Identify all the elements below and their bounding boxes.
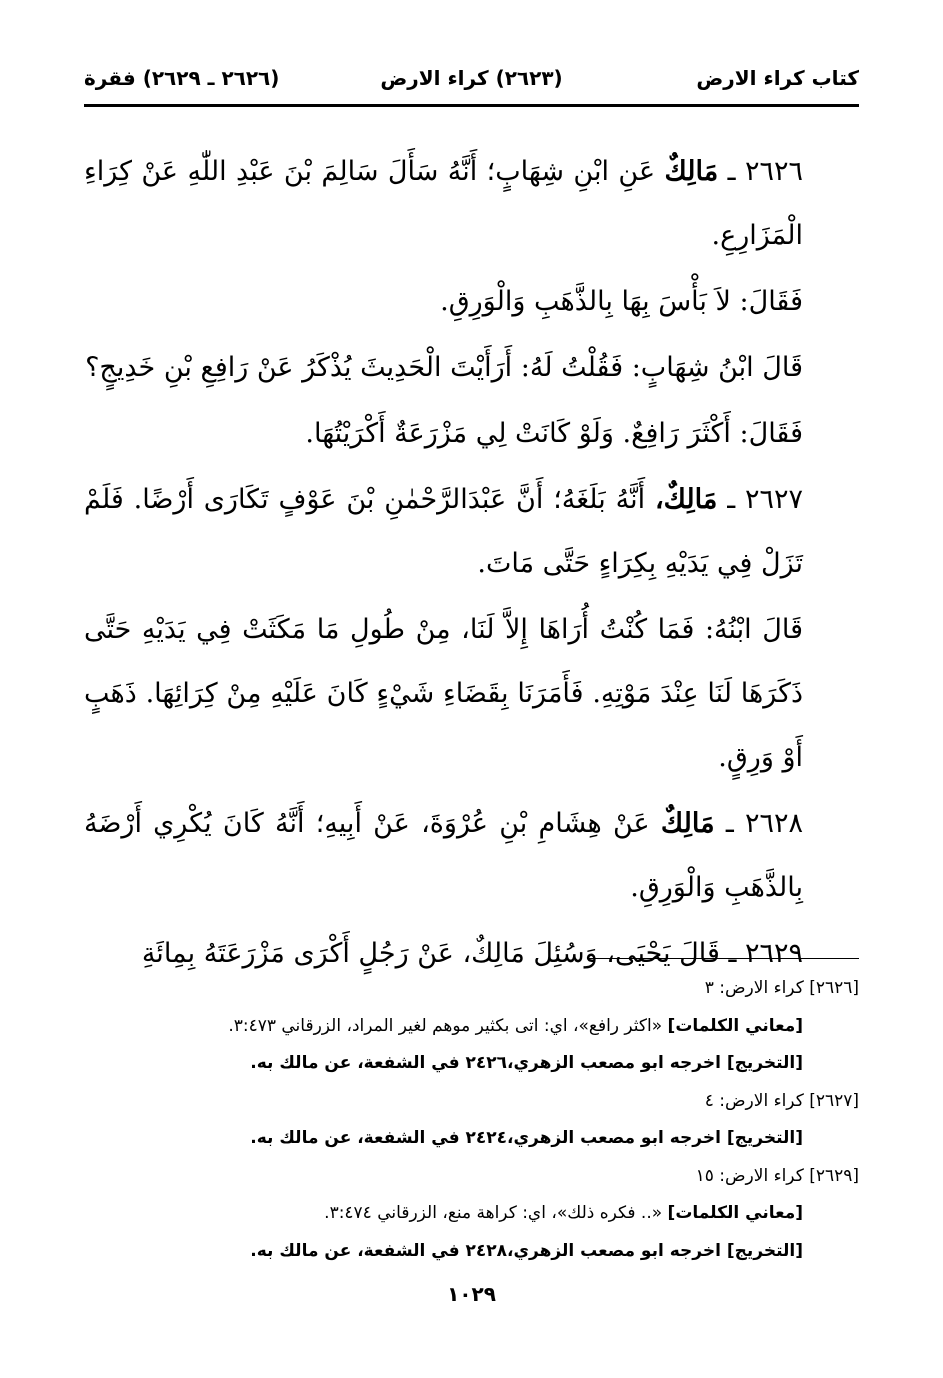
footnote-meanings: [84, 1008, 859, 1046]
footnote-ref-line: [84, 1158, 859, 1196]
page-number: ١٠٢٩: [447, 1282, 496, 1306]
hadith-2628: [84, 792, 859, 920]
hadith-number: ٢٦٢٧ ـ: [727, 484, 803, 515]
hadith-2627: [84, 468, 859, 596]
footnote-meanings: [84, 1195, 859, 1233]
footnote-ref: [٢٦٢٩]: [809, 1165, 859, 1186]
footnote-takhrij: [84, 1233, 859, 1271]
footnote-ref-line: [84, 970, 859, 1008]
footnote-tag: [التخريج]: [726, 1128, 803, 1148]
hadith-text: قَالَ يَحْيَى، وَسُئِلَ مَالِكٌ، عَنْ رَجُلٍ أَكْرَى مَزْرَعَتَهُ بِمِائَةِ: [141, 938, 720, 969]
footnote-text: كراء الارض: ١٥: [695, 1165, 804, 1186]
hadith-number: ٢٦٢٦ ـ: [727, 156, 803, 187]
footnote-tag: [معاني الكلمات]: [667, 1203, 803, 1223]
footnote-takhrij: [84, 1045, 859, 1083]
paragraph: [84, 270, 859, 334]
footnote-takhrij: [84, 1120, 859, 1158]
book-title: كتاب كراء الارض: [696, 66, 859, 90]
footnote-text: اخرجه ابو مصعب الزهري،٢٤٢٦ في الشفعة، عن مالك به.: [250, 1053, 721, 1073]
paragraph-text: فَقَالَ: أَكْثَرَ رَافِعٌ. وَلَوْ كَانَتْ لِي مَزْرَعَةٌ أَكْرَيْتُهَا.: [305, 418, 803, 449]
main-text: [84, 140, 859, 988]
footnote-tag: [معاني الكلمات]: [667, 1015, 803, 1036]
narrator-name: مَالِكٌ: [660, 808, 715, 839]
paragraph: [84, 402, 859, 466]
narrator-name: مَالِكٌ: [664, 156, 719, 187]
footnote-text: «اكثر رافع»، اي: اتى بكثير موهم لغير المراد، الزرقاني ٣:٤٧٣.: [228, 1015, 663, 1036]
paragraph: [84, 336, 859, 400]
hadith-text: أَنَّهُ بَلَغَهُ؛ أَنَّ عَبْدَالرَّحْمٰنِ بْنَ عَوْفٍ تَكَارَى أَرْضًا. فَلَمْ تَزَلْ فِي يَدَيْهِ بِكِرَاءٍ حَتَّى مَاتَ.: [84, 484, 803, 579]
paragraph-text: قَالَ ابْنُ شِهَابٍ: فَقُلْتُ لَهُ: أَرَأَيْتَ الْحَدِيثَ يُذْكَرُ عَنْ رَافِعِ بْنِ خَدِيجٍ؟: [85, 352, 803, 383]
narrator-name: مَالِكٌ،: [654, 484, 718, 515]
footnote-rule: [587, 958, 859, 959]
footnote-text: كراء الارض: ٣: [704, 978, 804, 998]
section-title: (٢٦٢٣) كراء الارض: [380, 66, 563, 90]
footnote-text: «.. فكره ذلك»، اي: كراهة منع، الزرقاني ٣:٤٧٤.: [324, 1203, 663, 1223]
footnote-text: كراء الارض: ٤: [704, 1090, 804, 1111]
hadith-text: عَنِ ابْنِ شِهَابٍ؛ أَنَّهُ سَأَلَ سَالِمَ بْنَ عَبْدِ اللّٰهِ عَنْ كِرَاءِ الْمَزَارِعِ.: [84, 156, 803, 251]
paragraph-range: (٢٦٢٦ ـ ٢٦٢٩) فقرة: [84, 66, 280, 90]
footnotes: [84, 970, 859, 1270]
hadith-number: ٢٦٢٩ ـ: [728, 938, 803, 969]
paragraph-text: فَقَالَ: لاَ بَأْسَ بِهَا بِالذَّهَبِ وَالْوَرِقِ.: [440, 286, 803, 317]
header-rule: [84, 104, 859, 107]
footnote-tag: [التخريج]: [726, 1240, 803, 1261]
hadith-text: عَنْ هِشَامِ بْنِ عُرْوَةَ، عَنْ أَبِيهِ؛ أَنَّهُ كَانَ يُكْرِي أَرْضَهُ بِالذَّهَبِ وَالْوَرِقِ.: [84, 808, 803, 903]
footnote-tag: [التخريج]: [726, 1053, 803, 1073]
hadith-2626: [84, 140, 859, 268]
hadith-number: ٢٦٢٨ ـ: [725, 808, 803, 839]
paragraph-text: قَالَ ابْنُهُ: فَمَا كُنْتُ أُرَاهَا إِلاَّ لَنَا، مِنْ طُولِ مَا مَكَثَتْ فِي يَدَيْهِ حَتَّى ذَكَرَهَا لَنَا عِنْدَ مَوْتِهِ. فَأَمَرَنَا بِقَضَاءِ شَيْءٍ كَانَ عَلَيْهِ مِنْ كِرَائِهَا. ذَهَبٍ أَوْ وَرِقٍ.: [84, 614, 803, 773]
footnote-text: اخرجه ابو مصعب الزهري،٢٤٢٨ في الشفعة، عن مالك به.: [250, 1240, 721, 1261]
footnote-ref: [٢٦٢٧]: [809, 1090, 859, 1111]
paragraph: [84, 598, 859, 790]
footnote-ref: [٢٦٢٦]: [809, 978, 859, 998]
footnote-text: اخرجه ابو مصعب الزهري،٢٤٢٤ في الشفعة، عن مالك به.: [250, 1128, 721, 1148]
running-header: [84, 62, 859, 102]
footnote-ref-line: [84, 1083, 859, 1121]
